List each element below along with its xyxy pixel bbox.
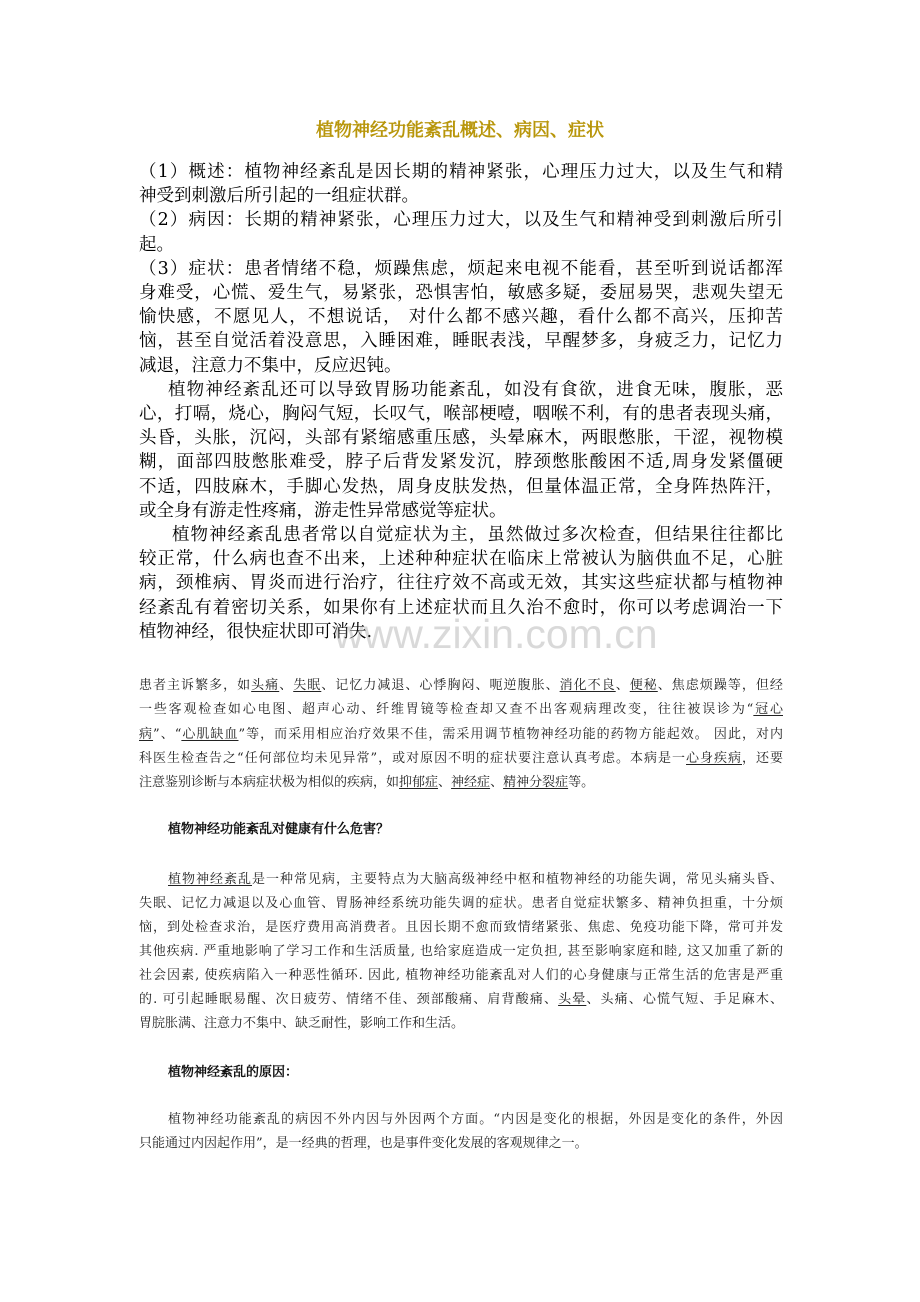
text-run: 植物神经紊乱患者常以自觉症状为主，虽然做过多次检查，但结果往往都比 — [172, 525, 783, 546]
text-run: 或全身有游走性疼痛，游走性异常感觉等症状。 — [139, 500, 507, 521]
text-run: 的. 可引起睡眠易醒、次日疲劳、情绪不佳、颈部酸痛、肩背酸痛、 — [139, 992, 559, 1007]
text-run: （3）症状：患者情绪不稳，烦躁焦虑，烦起来电视不能看，甚至听到说话都浑 — [139, 258, 783, 279]
text-run: 失眠、记忆力减退以及心血管、胃肠神经系统功能失调的症状。患者自觉症状繁多、精神负担重，十分烦 — [139, 896, 783, 911]
text-run: ”等，而采用相应治疗效果不佳，需采用调节植物神经功能的药物方能起效。 因此，对内 — [238, 726, 784, 742]
keyword-link[interactable]: 便秘 — [629, 678, 658, 693]
keyword-link[interactable]: 心肌缺血 — [181, 726, 239, 742]
text-run: 植物神经，很快症状即可消失. — [139, 621, 373, 642]
text-run: 恼，到处检查求治，是医疗费用高消费者。且因长期不愈而致情绪紧张、焦虑、免疫功能下降，常可并发 — [139, 920, 783, 935]
text-line — [139, 450, 783, 474]
text-run: 恼，甚至自觉活着没意思，入睡困难，睡眠表浅，早醒梦多，身疲乏力，记忆力 — [139, 331, 783, 352]
text-line — [139, 523, 783, 547]
watermark: www.zixin.com.cn — [334, 611, 658, 657]
text-run: 、 — [615, 678, 630, 693]
text-run: （1）概述：植物神经紊乱是因长期的精神紧张，心理压力过大，以及生气和精 — [139, 162, 783, 182]
text-run: 是一种常见病，主要特点为大脑高级神经中枢和植物神经的功能失调，常见头痛头昏、 — [252, 872, 783, 887]
harm-paragraph — [139, 868, 783, 1036]
text-run: 糊，面部四肢憋胀难受，脖子后背发紧发沉，脖颈憋胀酸困不适,周身发紧僵硬 — [139, 452, 783, 473]
text-run: 神受到刺激后所引起的一组症状群。 — [139, 186, 419, 207]
text-run: 减退，注意力不集中，反应迟钝。 — [139, 355, 402, 376]
keyword-link[interactable]: 失眠 — [293, 678, 322, 693]
text-line — [139, 257, 783, 281]
text-line — [139, 1012, 783, 1036]
text-run: ，还要 — [742, 750, 783, 766]
text-line — [139, 892, 783, 916]
text-line — [139, 1132, 783, 1156]
keyword-link[interactable]: 冠心 — [753, 702, 783, 718]
text-run: 社会因素, 使疾病陷入一种恶性循环. 因此, 植物神经功能紊乱对人们的心身健康与正常生活的危害是严重 — [139, 968, 783, 983]
text-run: 心，打嗝，烧心，胸闷气短，长叹气，喉部梗噎，咽喉不利，有的患者表现头痛， — [139, 404, 783, 425]
text-run: 只能通过内因起作用”，是一经典的哲理，也是事件变化发展的客观规律之一。 — [139, 1136, 588, 1151]
keyword-link[interactable]: 植物神经紊乱 — [168, 872, 252, 887]
text-line — [139, 723, 783, 747]
keyword-link[interactable]: 病 — [139, 726, 154, 742]
text-line — [139, 916, 783, 940]
text-run: 患者主诉繁多，如 — [139, 678, 252, 693]
keyword-link[interactable]: 精神分裂症 — [503, 775, 569, 791]
keyword-link[interactable]: 心身疾病 — [686, 750, 742, 766]
text-run: 、记忆力减退、心悸胸闷、呃逆腹胀、 — [321, 678, 560, 693]
text-line — [139, 160, 783, 184]
text-run: 不适，四肢麻木，手脚心发热，周身皮肤发热，但量体温正常，全身阵热阵汗， — [139, 476, 783, 497]
keyword-link[interactable]: 抑郁症 — [399, 775, 439, 791]
overview-paragraph-cause — [139, 208, 783, 256]
text-line — [139, 868, 783, 892]
symptom-note-paragraph — [139, 674, 783, 795]
overview-paragraph-symptoms — [139, 257, 783, 378]
text-run: 科医生检查告之“任何部位均未见异常”，或对原因不明的症状要注意认真考虑。本病是一 — [139, 750, 687, 766]
text-run: （2）病因：长期的精神紧张，心理压力过大，以及生气和精神受到刺激后所引 — [139, 210, 783, 231]
text-line — [139, 499, 783, 523]
text-run: 一些客观检查如心电图、超声心动、纤维胃镜等检查却又查不出客观病理改变，往往被误诊为“ — [139, 702, 754, 718]
text-line — [139, 184, 783, 208]
text-run: ”、“ — [153, 726, 182, 742]
text-run: 病，颈椎病、胃炎而进行治疗，往往疗效不高或无效，其实这些症状都与植物神 — [139, 573, 783, 594]
text-line — [139, 426, 783, 450]
text-line — [139, 674, 783, 698]
text-line — [139, 698, 783, 722]
text-line — [139, 596, 783, 620]
text-run: 注意鉴别诊断与本病症状极为相似的疾病，如 — [139, 775, 400, 791]
keyword-link[interactable]: 头痛 — [251, 678, 280, 693]
text-run: 头昏，头胀，沉闷，头部有紧缩感重压感，头晕麻木，两眼憋胀，干涩，视物模 — [139, 428, 783, 449]
text-line — [139, 747, 783, 771]
overview-paragraph-digestive — [139, 378, 783, 523]
text-run: 植物神经紊乱还可以导致胃肠功能紊乱，如没有食欲，进食无味，腹胀，恶 — [168, 379, 783, 400]
text-line — [139, 620, 783, 644]
text-run: 经紊乱有着密切关系，如果你有上述症状而且久治不愈时，你可以考虑调治一下 — [139, 597, 783, 618]
text-line — [139, 378, 783, 402]
text-run: 植物神经功能紊乱的病因不外内因与外因两个方面。“内因是变化的根据，外因是变化的条件，外因 — [168, 1112, 783, 1127]
text-run: 较正常，什么病也查不出来，上述种种症状在临床上常被认为脑供血不足，心脏 — [139, 549, 783, 570]
cause-paragraph — [139, 1108, 783, 1156]
text-run: 、 — [438, 775, 452, 791]
text-line — [139, 1108, 783, 1132]
text-line — [139, 281, 783, 305]
overview-section — [139, 160, 783, 644]
text-line — [139, 571, 783, 595]
text-run: 、 — [279, 678, 294, 693]
text-line — [139, 547, 783, 571]
text-run: 等。 — [568, 775, 595, 791]
keyword-link[interactable]: 消化不良 — [559, 678, 616, 693]
text-line — [139, 964, 783, 988]
text-line — [139, 771, 783, 795]
text-run: 、 — [490, 775, 504, 791]
text-line — [139, 475, 783, 499]
text-run: 、焦虑烦躁等，但经 — [657, 678, 783, 693]
overview-paragraph-definition — [139, 160, 783, 208]
text-line — [139, 233, 783, 257]
text-run: 愉快感，不愿见人，不想说话， 对什么都不感兴趣，看什么都不高兴，压抑苦 — [139, 307, 783, 328]
text-run: 胃脘胀满、注意力不集中、缺乏耐性，影响工作和生活。 — [139, 1016, 465, 1031]
text-line — [139, 402, 783, 426]
text-run: 起。 — [139, 234, 174, 255]
section-heading-harm: 植物神经功能紊乱对健康有什么危害？ — [168, 822, 390, 837]
text-run: 其他疾病. 严重地影响了学习工作和生活质量, 也给家庭造成一定负担, 甚至影响家庭和睦, 这又加重了新的 — [139, 944, 783, 959]
keyword-link[interactable]: 头晕 — [558, 992, 587, 1007]
text-run: 身难受，心慌、爱生气，易紧张，恐惧害怕，敏感多疑，委屈易哭，悲观失望无 — [139, 283, 783, 304]
section-heading-cause: 植物神经紊乱的原因： — [168, 1065, 299, 1080]
text-line — [139, 329, 783, 353]
text-line — [139, 940, 783, 964]
text-line — [139, 988, 783, 1012]
text-line — [139, 354, 783, 378]
text-line — [139, 305, 783, 329]
text-line — [139, 208, 783, 232]
text-run: 、头痛、心慌气短、手足麻木、 — [586, 992, 783, 1007]
page-title: 植物神经功能紊乱概述、病因、症状 — [316, 120, 604, 141]
keyword-link[interactable]: 神经症 — [451, 775, 491, 791]
overview-paragraph-diagnosis — [139, 523, 783, 644]
